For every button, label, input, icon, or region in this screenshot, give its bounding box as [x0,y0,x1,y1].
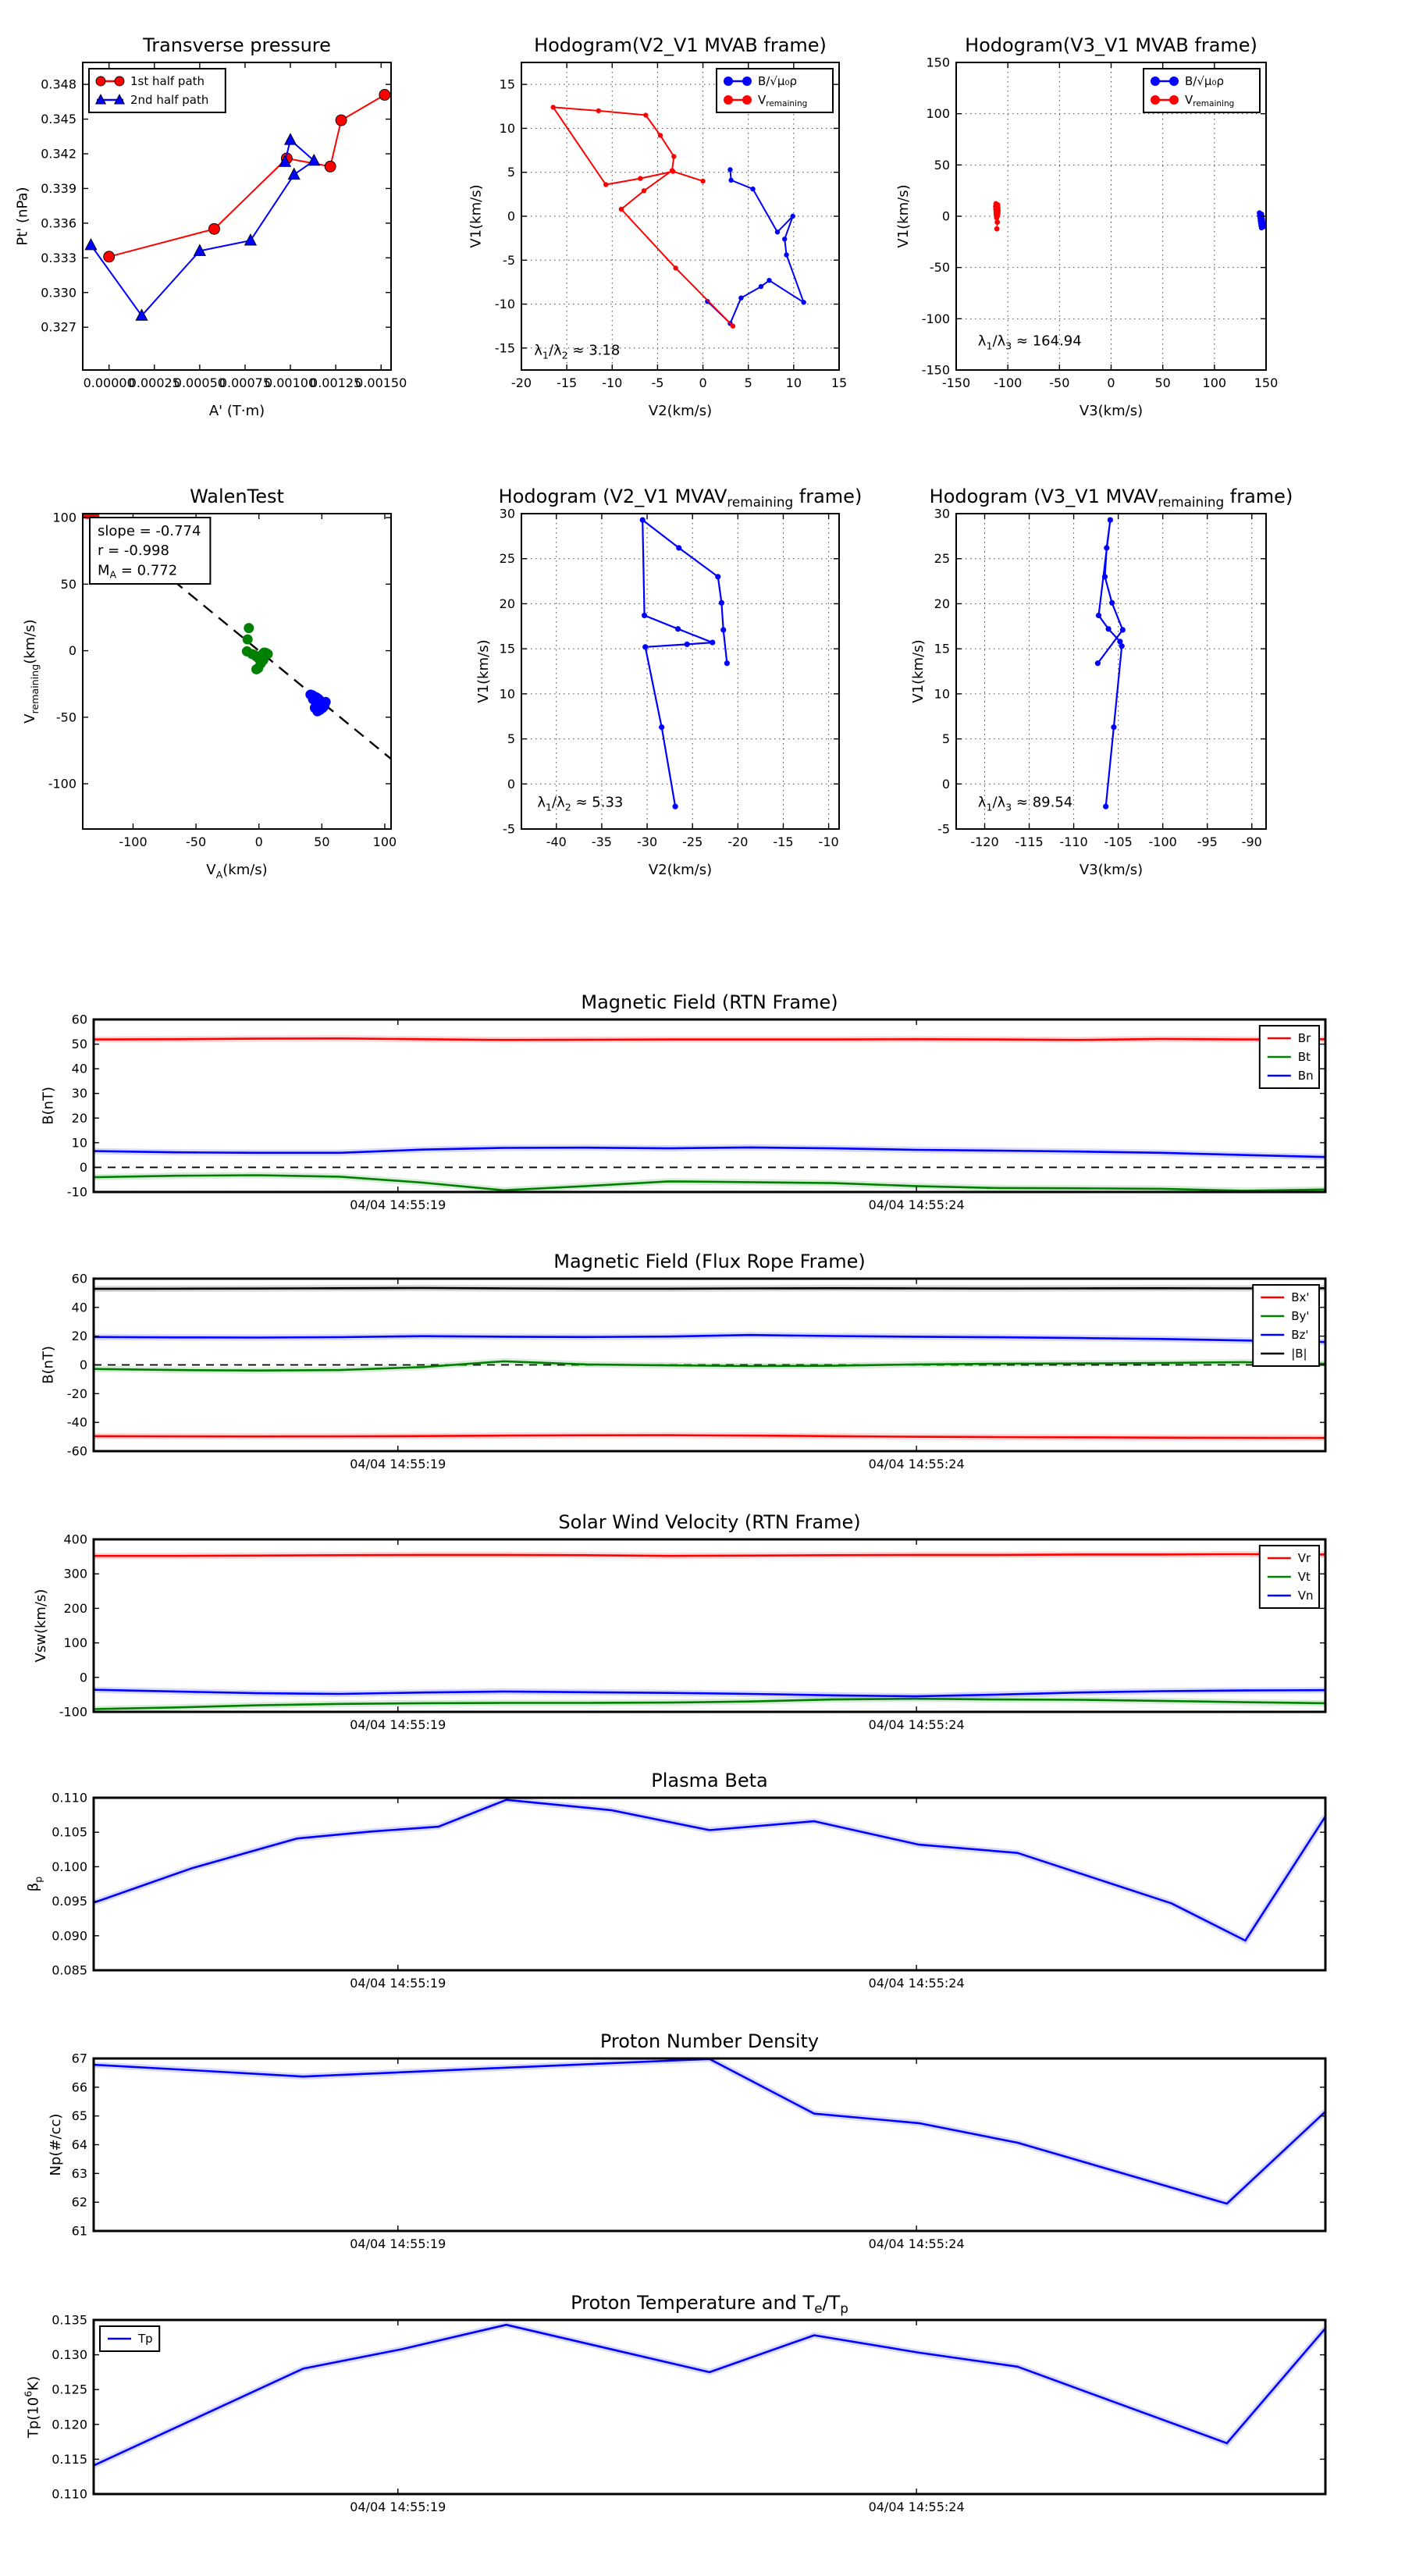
y-tick-label: -50 [929,260,950,276]
y-tick-label: 5 [941,731,950,747]
y-tick-label: 20 [499,596,515,611]
y-tick-label: -50 [55,710,76,725]
y-tick-label: -15 [494,340,515,356]
x-tick-label: 04/04 14:55:19 [350,1457,446,1471]
y-axis-label: V1(km/s) [468,184,485,248]
x-tick-label: -35 [591,834,612,849]
series-corner-mark [84,515,99,517]
legend-label: Vt [1297,1570,1311,1584]
annotation: $\lambda_1/\lambda_2 \approx 3.18$ [534,342,621,361]
axes-frame [956,514,1266,829]
x-tick-label: -5 [651,375,664,390]
axes-frame [94,1539,1325,1712]
y-tick-label: -100 [59,1704,87,1720]
y-tick-label: 0.336 [41,215,76,231]
y-tick-label: 0.125 [52,2382,87,2397]
stats-line: r = -0.998 [98,543,169,559]
x-tick-label: -115 [1015,834,1044,849]
x-axis-label: $V_A(km/s)$ [206,862,268,881]
y-tick-label: 30 [934,506,950,521]
x-tick-label: -10 [818,834,839,849]
y-tick-label: 5 [507,731,515,747]
legend-label: Bt [1297,1050,1311,1064]
legend-label: Tp [138,2332,153,2346]
y-tick-label: 0 [941,208,950,224]
y-tick-label: 0.130 [52,2347,87,2363]
plot-proton-density [48,2030,1325,2251]
legend-label: 1st half path [130,74,205,88]
y-axis-label: $\beta_p$ [25,1876,44,1892]
x-tick-label: -50 [186,834,207,849]
y-tick-label: 0.105 [52,1824,87,1840]
y-axis-label: B(nT) [40,1087,57,1125]
x-axis-label: V3(km/s) [1079,862,1144,878]
legend-label: B/√μ₀ρ [1185,74,1224,88]
x-tick-label: 04/04 14:55:19 [350,1717,446,1732]
x-tick-label: 100 [372,834,397,849]
legend-label: Bn [1297,1069,1314,1083]
x-tick-label: 0.00050 [173,375,226,390]
series-b [707,169,803,323]
y-tick-label: 100 [63,1635,87,1651]
y-tick-label: -5 [503,252,515,268]
y-tick-label: 150 [926,55,950,70]
y-tick-label: 20 [71,1110,87,1126]
x-tick-label: 04/04 14:55:24 [868,1197,965,1212]
axes-frame [94,2320,1325,2494]
y-tick-label: 0.342 [41,146,76,162]
y-tick-label: 0.345 [41,112,76,127]
x-tick-label: 04/04 14:55:24 [868,1457,965,1471]
y-tick-label: 10 [499,120,515,136]
plot-hodogram-v3v1-mvav [910,486,1293,878]
legend-label: Bz' [1291,1328,1309,1342]
y-tick-label: 0 [507,208,515,224]
x-tick-label: -105 [1104,834,1133,849]
y-tick-label: 15 [499,76,515,92]
y-tick-label: 100 [926,106,950,122]
axes-frame [94,1798,1325,1970]
y-tick-label: 61 [71,2223,87,2239]
plot-title: WalenTest [190,486,284,507]
y-tick-label: 0.100 [52,1859,87,1874]
x-tick-label: 04/04 14:55:19 [350,2236,446,2251]
x-tick-label: 04/04 14:55:24 [868,1976,965,1991]
y-tick-label: -40 [66,1414,87,1430]
legend [717,69,833,112]
y-axis-label: V1(km/s) [895,184,912,248]
y-tick-label: 0.090 [52,1928,87,1944]
y-axis-label: V1(km/s) [910,639,927,703]
y-tick-label: 0.333 [41,250,76,265]
x-tick-label: 100 [1202,375,1227,390]
plot-title: Hodogram (V2_V1 $MVAV_{remaining}$ frame) [498,486,863,510]
y-tick-label: 30 [71,1086,87,1101]
x-tick-label: 0.00150 [355,375,407,390]
axes-frame [94,1019,1325,1192]
y-tick-label: 15 [499,641,515,656]
series-tp [94,2325,1325,2465]
plot-vsw-rtn [33,1511,1325,1732]
annotation: $\lambda_1/\lambda_2 \approx 5.33$ [537,794,624,813]
annotation: $\lambda_1/\lambda_3 \approx 164.94$ [977,333,1082,352]
legend-label: By' [1291,1309,1310,1323]
y-tick-label: 0.110 [52,2486,87,2502]
y-tick-label: -10 [66,1184,87,1200]
x-tick-label: -25 [682,834,703,849]
y-axis-label: B(nT) [40,1346,57,1384]
x-tick-label: 0.00025 [128,375,180,390]
legend-label: $V_{remaining}$ [1185,93,1235,109]
plot-transverse-pressure [15,34,407,419]
series-beta-p [94,1800,1325,1941]
x-tick-label: -20 [510,375,532,390]
plot-title: Proton Temperature and $T_e/T_p$ [571,2292,848,2316]
x-tick-label: 0.00100 [264,375,317,390]
y-axis-label: Np(#/cc) [48,2113,64,2176]
plot-title: Magnetic Field (Flux Rope Frame) [553,1251,866,1272]
y-tick-label: 10 [499,686,515,702]
axes-frame [521,514,839,829]
y-axis-label: Pt' (nPa) [14,187,31,246]
legend [89,69,226,112]
plot-mfield-rtn [41,991,1326,1212]
y-axis-label: V1(km/s) [475,639,492,703]
y-tick-label: 25 [934,551,950,567]
x-tick-label: -15 [773,834,794,849]
y-tick-label: -5 [503,821,515,837]
x-tick-label: -50 [1049,375,1070,390]
x-tick-label: 0 [254,834,263,849]
x-axis-label: V2(km/s) [648,403,713,419]
y-tick-label: 0.085 [52,1962,87,1978]
y-tick-label: 65 [71,2108,87,2124]
series-v [1097,520,1122,806]
y-tick-label: 66 [71,2080,87,2095]
legend-label: 2nd half path [130,93,209,107]
x-tick-label: 04/04 14:55:24 [868,2500,965,2514]
stats-textbox [90,518,210,584]
x-tick-label: -40 [546,834,567,849]
legend-label: Br [1297,1031,1311,1045]
legend-label: |B| [1291,1347,1307,1361]
y-tick-label: 0.348 [41,76,76,92]
x-tick-label: 04/04 14:55:24 [868,1717,965,1732]
x-tick-label: 0.00075 [219,375,272,390]
x-tick-label: -100 [1148,834,1177,849]
y-tick-label: 0.095 [52,1894,87,1909]
y-tick-label: 0.327 [41,319,76,335]
y-tick-label: 20 [934,596,950,611]
x-tick-label: -95 [1197,834,1218,849]
legend [1260,1026,1319,1088]
x-tick-label: -30 [636,834,658,849]
legend [1253,1285,1319,1366]
y-tick-label: 0.135 [52,2312,87,2328]
plot-title: Proton Number Density [599,2030,820,2052]
y-tick-label: 40 [71,1061,87,1076]
y-tick-label: 0 [68,643,76,659]
y-tick-label: 20 [71,1329,87,1344]
x-tick-label: 5 [744,375,752,390]
legend-label: Vr [1297,1551,1311,1565]
y-tick-label: 15 [934,641,950,656]
series--b- [94,1288,1325,1289]
y-tick-label: -100 [48,776,76,792]
y-tick-label: 30 [499,506,515,521]
y-tick-label: 62 [71,2194,87,2210]
y-tick-label: 60 [71,1271,87,1286]
series-v [553,107,733,326]
y-tick-label: 50 [934,157,950,173]
x-tick-label: 04/04 14:55:24 [868,2236,965,2251]
y-tick-label: -20 [66,1386,87,1401]
x-tick-label: -150 [941,375,971,390]
x-tick-label: -90 [1241,834,1262,849]
stats-line: slope = -0.774 [98,523,201,539]
plot-title: Hodogram(V2_V1 MVAB frame) [534,34,827,56]
plot-title: Solar Wind Velocity (RTN Frame) [558,1511,861,1533]
series-np [94,2059,1325,2204]
y-axis-label: $V_{remaining}(km/s)$ [22,619,41,724]
x-tick-label: 04/04 14:55:19 [350,2500,446,2514]
y-tick-label: 0 [79,1159,87,1175]
x-tick-label: 10 [785,375,802,390]
legend-label: $V_{remaining}$ [758,93,808,109]
plot-plasma-beta [26,1770,1326,1991]
stats-line: $M_A = 0.772$ [98,562,178,580]
y-tick-label: -100 [921,311,950,326]
x-tick-label: -100 [994,375,1023,390]
legend [1260,1546,1319,1608]
plot-mfield-fluxrope [41,1251,1326,1471]
x-axis-label: V2(km/s) [648,862,713,878]
y-tick-label: 300 [63,1566,87,1582]
legend-label: Bx' [1291,1290,1310,1304]
x-tick-label: 0 [699,375,707,390]
y-tick-label: 10 [71,1135,87,1151]
x-tick-label: -10 [602,375,623,390]
y-tick-label: -150 [921,362,950,378]
y-tick-label: 5 [507,165,515,180]
legend [1144,69,1260,112]
x-tick-label: 15 [831,375,848,390]
y-tick-label: 50 [71,1037,87,1052]
y-tick-label: 100 [52,510,76,525]
x-tick-label: 0.00000 [83,375,135,390]
y-axis-label: Vsw(km/s) [33,1589,49,1663]
y-tick-label: 0.330 [41,285,76,301]
y-tick-label: 50 [60,576,76,592]
legend [100,2326,159,2351]
y-tick-label: 0.339 [41,180,76,196]
y-tick-label: 0.120 [52,2417,87,2432]
x-tick-label: 0.00125 [310,375,362,390]
legend-label: Vn [1297,1589,1314,1603]
plot-title: Hodogram (V3_V1 $MVAV_{remaining}$ frame) [929,486,1293,510]
y-tick-label: 64 [71,2137,87,2152]
y-tick-label: 67 [71,2051,87,2066]
y-tick-label: 400 [63,1532,87,1547]
y-tick-label: -5 [937,821,950,837]
series-v [642,520,727,806]
y-tick-label: 0 [941,776,950,792]
x-tick-label: 150 [1254,375,1279,390]
y-tick-label: 10 [934,686,950,702]
x-axis-label: V3(km/s) [1079,403,1144,419]
plot-hodogram-v2v1-mvav [475,486,862,878]
y-tick-label: 0 [507,776,515,792]
y-axis-label: $Tp(10^6K)$ [22,2375,42,2439]
x-axis-label: A' (T·m) [208,403,265,419]
plot-walen-test [22,486,397,881]
x-tick-label: 04/04 14:55:19 [350,1976,446,1991]
y-tick-label: -60 [66,1443,87,1459]
y-tick-label: 0.115 [52,2451,87,2467]
x-tick-label: -100 [119,834,148,849]
x-tick-label: -110 [1059,834,1088,849]
y-tick-label: 0.110 [52,1790,87,1806]
legend-label: B/√μ₀ρ [758,74,797,88]
plot-title: Plasma Beta [651,1770,768,1791]
plot-hodogram-v2v1-mvab [468,34,848,419]
plot-title: Magnetic Field (RTN Frame) [581,991,838,1013]
y-tick-label: 25 [499,551,515,567]
plot-hodogram-v3v1-mvab [895,34,1278,419]
plot-proton-temperature [23,2292,1326,2514]
x-tick-label: -20 [727,834,749,849]
y-tick-label: 0 [79,1670,87,1685]
x-tick-label: 50 [314,834,330,849]
x-tick-label: 04/04 14:55:19 [350,1197,446,1212]
plot-title: Transverse pressure [143,34,331,56]
annotation: $\lambda_1/\lambda_3 \approx 89.54$ [977,794,1073,813]
y-tick-label: 60 [71,1012,87,1027]
y-tick-label: 63 [71,2165,87,2181]
x-tick-label: 50 [1154,375,1171,390]
y-tick-label: -10 [494,297,515,312]
plot-title: Hodogram(V3_V1 MVAB frame) [965,34,1257,56]
x-tick-label: 0 [1107,375,1115,390]
axes-frame [94,2058,1325,2231]
y-tick-label: 200 [63,1600,87,1616]
x-tick-label: -15 [557,375,578,390]
y-tick-label: 40 [71,1300,87,1315]
x-tick-label: -120 [970,834,999,849]
y-tick-label: 0 [79,1357,87,1372]
